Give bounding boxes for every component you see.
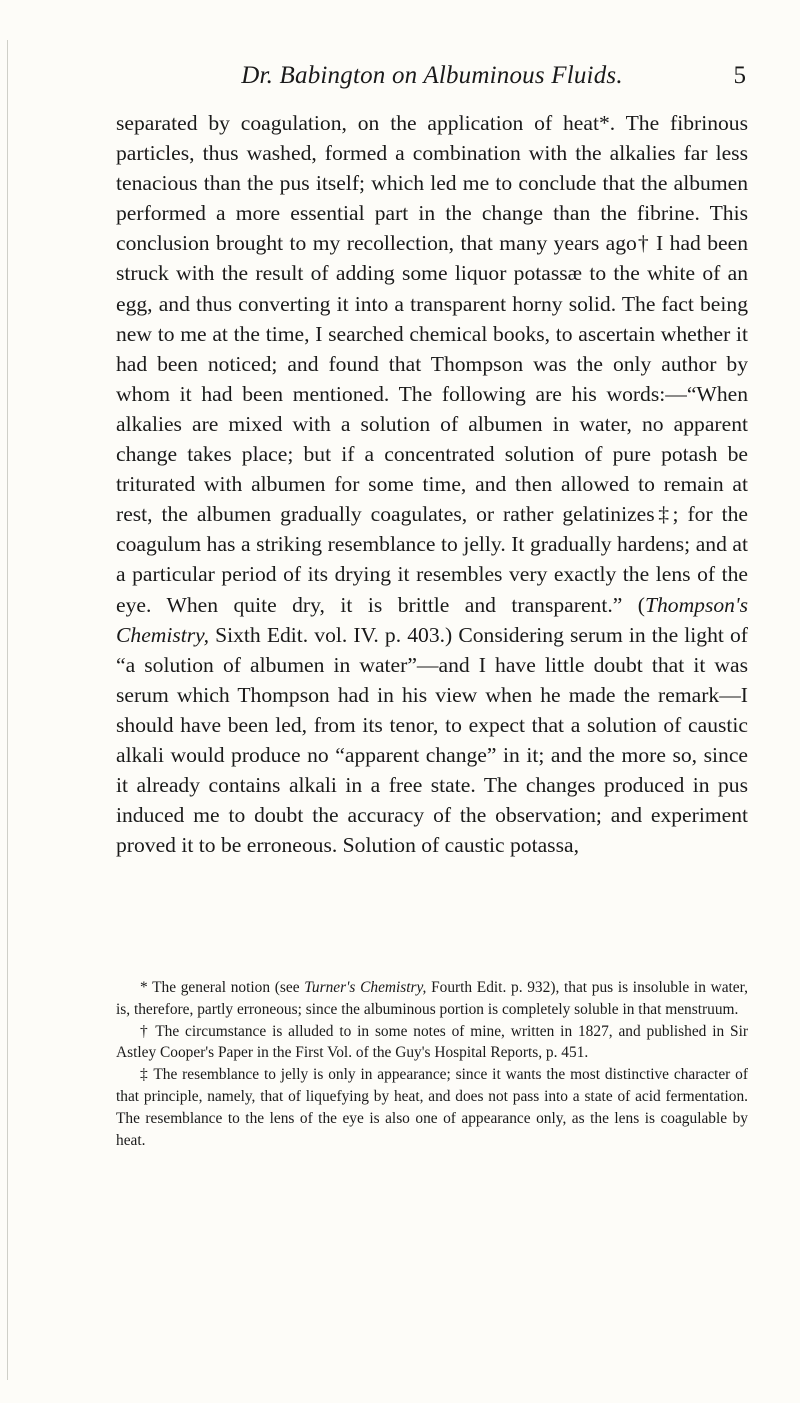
footnote-mark-dagger: † (140, 1022, 150, 1040)
running-header (118, 62, 746, 98)
footnotes (116, 977, 748, 1151)
turner-chemistry-citation: Turner's Chemistry, (304, 979, 427, 996)
footnote-asterisk (116, 977, 748, 1021)
footnote-2-text: The circumstance is alluded to in some notes of mine, written in 1827, and published in Sir Astley Cooper's Paper in the First Vol. of the Guy's Hospital Reports, p. 451. (116, 1022, 748, 1062)
body-paragraph (116, 108, 748, 860)
footnote-1-text-a: The general notion (see (147, 979, 305, 996)
page-number: 5 (733, 62, 746, 89)
body-text-part-2: Sixth Edit. vol. IV. p. 403.) Considering serum in the light of “a solution of albumen in water”—and I have little doubt that it was serum which Thompson had in his view when he made the remark—I should have been led, from its tenor, to expect that a solution of caustic alkali would produce no “apparent change” in it; and the more so, since it already contains alkali in a free state. The changes produced in pus induced me to doubt the accuracy of the observation; and experiment proved it to be erroneous. Solution of caustic potassa, (116, 622, 748, 858)
footnote-mark-double-dagger: ‡ (140, 1066, 149, 1084)
body-text-part-1: separated by coagulation, on the application of heat*. The fibrinous particles, thus washed, formed a combination with the alkalies far less tenacious than the pus itself; which led me to conclude that the albumen performed a more essential part in the change than the fibrine. This conclusion brought to my recollection, that many years ago† I had been struck with the result of adding some liquor potassæ to the white of an egg, and thus converting it into a transparent horny solid. The fact being new to me at the time, I searched chemical books, to ascertain whether it had been noticed; and found that Thompson was the only author by whom it had been mentioned. The following are his words:—“When alkalies are mixed with a solution of albumen in water, no apparent change takes place; but if a concentrated solution of pure potash be triturated with albumen for some time, and then allowed to remain at rest, the albumen gradually coagulates, or rather gelatinizes‡; for the coagulum has a striking resemblance to jelly. It gradually hardens; and at a particular period of its drying it resembles very exactly the lens of the eye. When quite dry, it is brittle and transparent.” ( (116, 111, 748, 617)
footnote-mark-asterisk: * (140, 979, 148, 996)
footnote-3-text: The resemblance to jelly is only in appearance; since it wants the most distinctive character of that principle, namely, that of liquefying by heat, and does not pass into a state of acid fermentation. The resemblance to the lens of the eye is also one of appearance only, as the lens is coagulable by heat. (116, 1066, 748, 1149)
footnote-double-dagger (116, 1064, 748, 1151)
page-edge-line (7, 40, 8, 1380)
footnote-dagger (116, 1021, 748, 1065)
footnote-1-text-b: Fourth Edit. p. 932), that pus is insoluble in water, is, therefore, partly erroneous; since the albuminous portion is completely soluble in that menstruum. (116, 979, 748, 1018)
main-text (116, 108, 748, 860)
thompson-chemistry-citation: Thompson's Chemistry, (116, 592, 748, 647)
running-title: Dr. Babington on Albuminous Fluids. (241, 62, 623, 89)
